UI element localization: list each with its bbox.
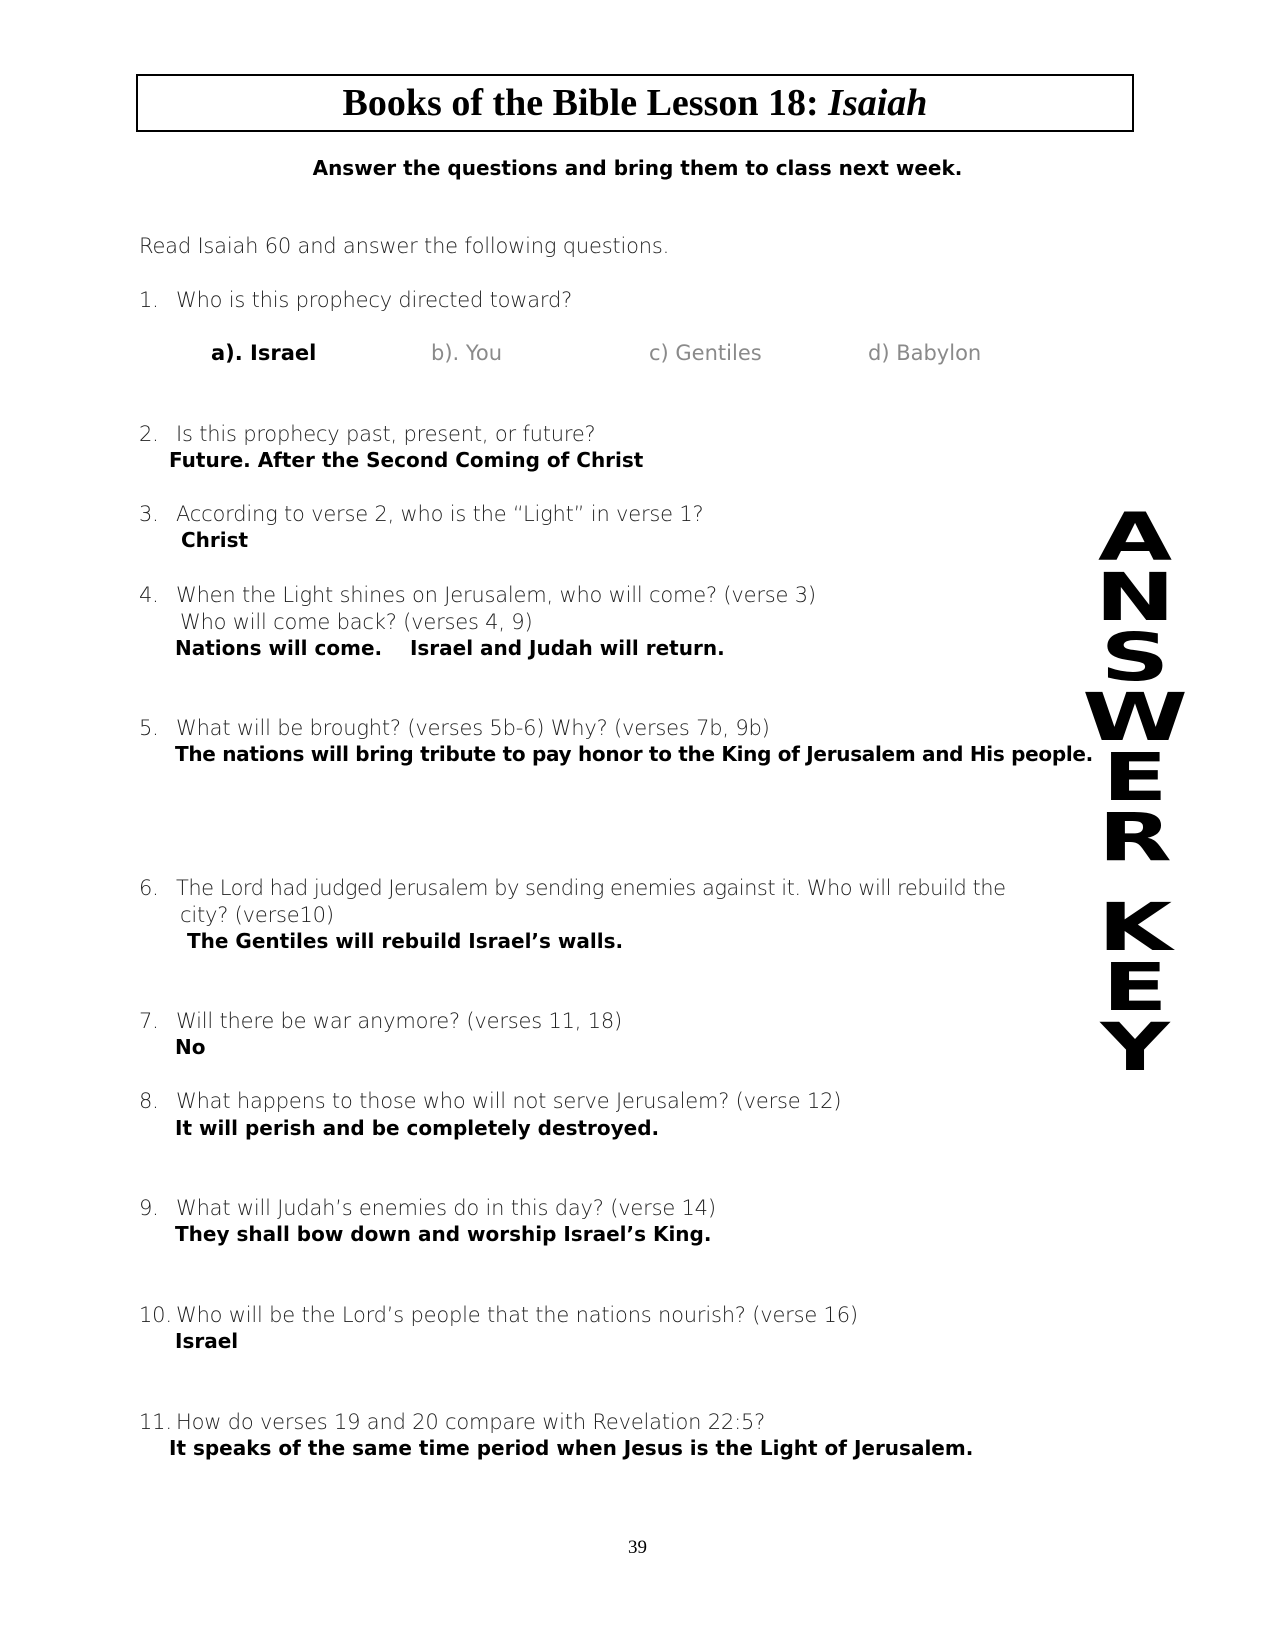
key-letter-k: K — [1097, 889, 1173, 966]
option-b: b). You — [431, 341, 503, 365]
answer-8: It will perish and be completely destroyed. — [175, 1116, 660, 1140]
option-d: d) Babylon — [868, 341, 982, 365]
page-number: 39 — [628, 1537, 647, 1558]
key-letter-e: E — [1102, 739, 1168, 816]
option-c: c) Gentiles — [649, 341, 762, 365]
option-a-selected: a). Israel — [211, 341, 317, 365]
question-11-text: How do verses 19 and 20 compare with Revelation 22:5? — [176, 1410, 766, 1434]
question-2-text: Is this prophecy past, present, or future? — [176, 422, 596, 446]
question-8-text: What happens to those who will not serve Jerusalem? (verse 12) — [176, 1089, 842, 1113]
question-1-number: 1. — [139, 288, 159, 312]
question-10-number: 10. — [139, 1303, 172, 1327]
question-7-text: Will there be war anymore? (verses 11, 18) — [176, 1009, 623, 1033]
answer-4: Nations will come. Israel and Judah will return. — [175, 636, 725, 660]
answer-3: Christ — [181, 528, 249, 552]
key-letter-w: W — [1082, 679, 1188, 756]
key-letter-y: Y — [1100, 1009, 1170, 1086]
answer-5: The nations will bring tribute to pay honor to the King of Jerusalem and His people. — [175, 742, 1093, 766]
key-letter-r: R — [1098, 799, 1172, 876]
intro-text: Read Isaiah 60 and answer the following questions. — [139, 234, 670, 258]
answer-6: The Gentiles will rebuild Israel’s walls. — [187, 929, 624, 953]
instructions: Answer the questions and bring them to class next week. — [312, 156, 963, 180]
question-4-text-line2: Who will come back? (verses 4, 9) — [180, 610, 533, 634]
answer-7: No — [175, 1035, 206, 1059]
question-7-number: 7. — [139, 1009, 159, 1033]
question-2-number: 2. — [139, 422, 159, 446]
question-11-number: 11. — [139, 1410, 172, 1434]
question-6-text: The Lord had judged Jerusalem by sending enemies against it. Who will rebuild the — [176, 876, 1006, 900]
question-4-text: When the Light shines on Jerusalem, who will come? (verse 3) — [176, 583, 816, 607]
answer-2: Future. After the Second Coming of Christ — [169, 448, 644, 472]
question-9-number: 9. — [139, 1196, 159, 1220]
key-letter-a: A — [1097, 499, 1173, 576]
question-3-text: According to verse 2, who is the “Light” in verse 1? — [176, 502, 704, 526]
question-9-text: What will Judah’s enemies do in this day? (verse 14) — [176, 1196, 716, 1220]
answer-10: Israel — [175, 1329, 239, 1353]
question-1-text: Who is this prophecy directed toward? — [176, 288, 573, 312]
key-letter-s: S — [1100, 619, 1170, 696]
title-book: Isaiah — [828, 82, 928, 124]
question-6-number: 6. — [139, 876, 159, 900]
lesson-title — [136, 74, 1134, 132]
question-8-number: 8. — [139, 1089, 159, 1113]
key-letter-e2: E — [1102, 949, 1168, 1026]
answer-9: They shall bow down and worship Israel’s King. — [175, 1222, 712, 1246]
question-3-number: 3. — [139, 502, 159, 526]
answer-11: It speaks of the same time period when Jesus is the Light of Jerusalem. — [169, 1436, 974, 1460]
question-6-text-line2: city? (verse10) — [180, 903, 334, 927]
question-4-number: 4. — [139, 583, 159, 607]
question-5-text: What will be brought? (verses 5b-6) Why? (verses 7b, 9b) — [176, 716, 770, 740]
question-10-text: Who will be the Lord’s people that the nations nourish? (verse 16) — [176, 1303, 858, 1327]
question-5-number: 5. — [139, 716, 159, 740]
title-main: Books of the Bible Lesson 18: — [342, 82, 829, 124]
key-letter-n: N — [1094, 559, 1176, 636]
